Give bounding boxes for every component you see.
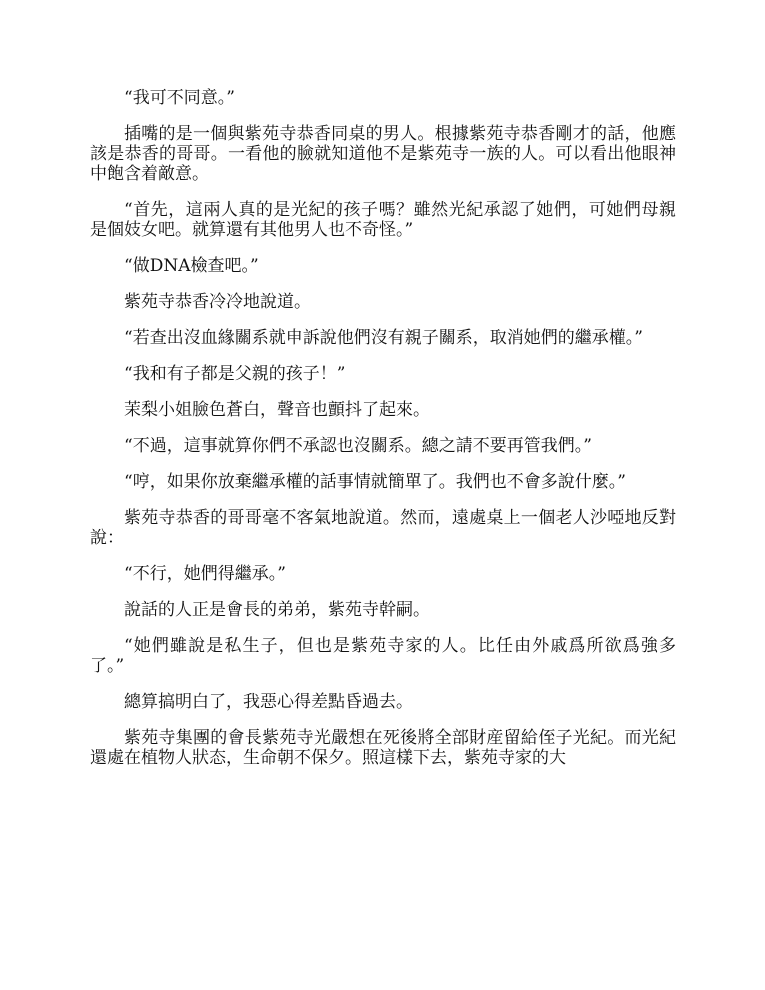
document-body xyxy=(90,88,676,784)
paragraph: 總算搞明白了，我惡心得差點昏過去。 xyxy=(124,692,413,712)
paragraph: “哼，如果你放棄繼承權的話事情就簡單了。我們也不會多說什麼。” xyxy=(124,472,626,492)
paragraph: 茉梨小姐臉色蒼白，聲音也顫抖了起來。 xyxy=(124,400,430,420)
paragraph: “不行，她們得繼承。” xyxy=(124,564,286,584)
paragraph: “她們雖說是私生子，但也是紫苑寺家的人。比任由外戚爲所欲爲強多了。” xyxy=(90,636,676,676)
paragraph: “做DNA檢查吧。” xyxy=(124,256,259,276)
paragraph: 插嘴的是一個與紫苑寺恭香同桌的男人。根據紫苑寺恭香剛才的話，他應該是恭香的哥哥。一看他的臉就知道他不是紫苑寺一族的人。可以看出他眼神中飽含着敵意。 xyxy=(90,124,676,184)
paragraph: 紫苑寺恭香的哥哥毫不客氣地說道。然而，遠處桌上一個老人沙啞地反對說： xyxy=(90,508,676,548)
paragraph: 紫苑寺恭香冷冷地說道。 xyxy=(124,292,311,312)
paragraph: “若查出沒血緣關系就申訴說他們沒有親子關系，取消她們的繼承權。” xyxy=(124,328,643,348)
paragraph: “我和有子都是父親的孩子！” xyxy=(124,364,346,384)
paragraph: 紫苑寺集團的會長紫苑寺光嚴想在死後將全部財産留給侄子光紀。而光紀還處在植物人狀态，生命朝不保夕。照這樣下去，紫苑寺家的大 xyxy=(90,728,676,768)
paragraph: 說話的人正是會長的弟弟，紫苑寺幹嗣。 xyxy=(124,600,430,620)
paragraph: “我可不同意。” xyxy=(124,88,235,108)
paragraph: “不過，這事就算你們不承認也沒關系。總之請不要再管我們。” xyxy=(124,436,592,456)
paragraph: “首先，這兩人真的是光紀的孩子嗎？雖然光紀承認了她們，可她們母親是個妓女吧。就算還有其他男人也不奇怪。” xyxy=(90,200,676,240)
